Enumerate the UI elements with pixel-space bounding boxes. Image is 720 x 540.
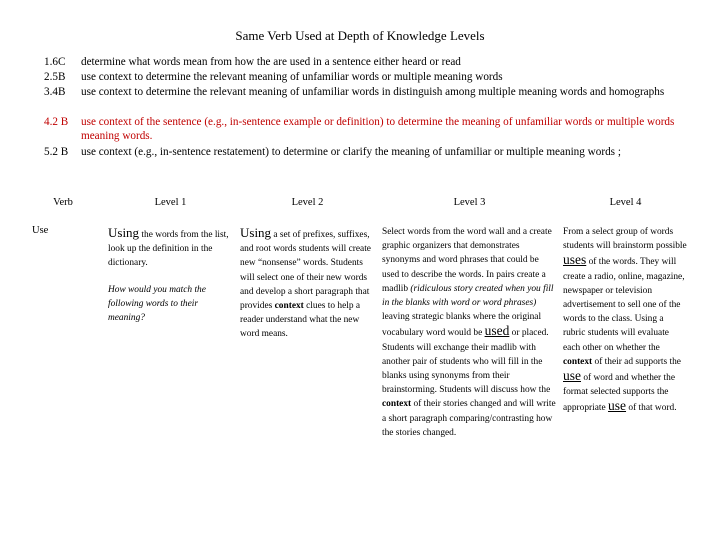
header-level-4: Level 4 (609, 197, 642, 208)
level-2-text-b: clues to help a reader understand what the new word means. (240, 301, 361, 340)
standard-code: 1.6C (44, 56, 66, 68)
level-3-text-b: leaving strategic blanks where the original vocabulary word would be (382, 312, 542, 339)
level-4-context: context (563, 356, 593, 367)
standard-text: use context of the sentence (e.g., in-sentence example or definition) to determine the meaning of unfamiliar words or multiple words meaning words. (81, 116, 675, 142)
page-title: Same Verb Used at Depth of Knowledge Levels (235, 28, 485, 43)
level-2-verb: Using (240, 225, 272, 240)
level-2-activity (240, 226, 375, 342)
header-level-2: Level 2 (291, 197, 324, 208)
level-4-text-a: From a select group of words students will brainstorm possible (563, 227, 687, 252)
level-3-context: context (382, 399, 412, 410)
standard-code: 5.2 B (44, 146, 69, 158)
level-3-text-a: Select words from the word wall and a create graphic organizers that demonstrates synonyms and word phrases that could be used to describe the words. In pairs create a madlib (382, 227, 552, 294)
level-3-madlib-def: (ridiculous story created when you fill in the blanks with word or word phrases) (382, 283, 554, 309)
level-3-text-c: or placed. Students will exchange their madlib with another pair of students who will fill in the blanks using synonyms from their brainstorming. Students will discuss how the (382, 328, 551, 396)
level-4-uses: uses (563, 252, 587, 268)
level-1-question: How would you match the following words to their meaning? (108, 284, 206, 324)
verb-cell: Use (32, 225, 49, 236)
level-3-activity (382, 225, 558, 440)
standard-text: use context (e.g., in-sentence restatement) to determine or clarify the meaning of unfamiliar or multiple meaning words ; (81, 146, 621, 158)
level-3-text-d: of their stories changed and will write a short paragraph comparing/contrasting how the stories changed. (382, 399, 556, 438)
standard-text: use context to determine the relevant meaning of unfamiliar words or multiple meaning words (81, 71, 503, 83)
level-4-text-d: of word and whether the format selected supports the appropriate (563, 373, 675, 414)
level-4-text-b: of the words. They will create a radio, online, magazine, newspaper or television advertisement to sell one of the words to the class. Using a rubric students will evaluate each other on whether the (563, 257, 685, 353)
standard-code: 2.5B (44, 71, 66, 83)
level-1-cell (108, 226, 233, 325)
level-4-text-c: of their ad supports the (592, 356, 681, 367)
header-level-3: Level 3 (453, 197, 486, 208)
level-1-activity (108, 226, 233, 271)
level-4-use-2: use (608, 398, 627, 414)
header-verb: Verb (53, 197, 73, 208)
level-4-use-1: use (563, 368, 581, 384)
standard-code: 3.4B (44, 86, 66, 98)
level-4-cell (563, 225, 687, 416)
standard-code: 4.2 B (44, 116, 69, 128)
level-4-text-e: of that word. (626, 403, 677, 414)
standard-text: determine what words mean from how the are used in a sentence either heard or read (81, 56, 461, 68)
header-level-1: Level 1 (154, 197, 187, 208)
level-1-verb: Using (108, 225, 140, 240)
standard-text: use context to determine the relevant meaning of unfamiliar words in distinguish among multiple meaning words and homographs (81, 86, 665, 98)
level-2-cell (240, 226, 375, 342)
level-1-text: the words from the list, look up the definition in the dictionary. (108, 230, 229, 269)
level-3-cell (382, 225, 558, 440)
level-3-used: used (484, 323, 510, 339)
level-2-context: context (274, 301, 304, 312)
level-2-text-a: a set of prefixes, suffixes, and root words students will create new “nonsense” words. Students will select one of their new words and develop a short paragraph that provides (240, 230, 371, 312)
level-4-activity (563, 225, 687, 416)
